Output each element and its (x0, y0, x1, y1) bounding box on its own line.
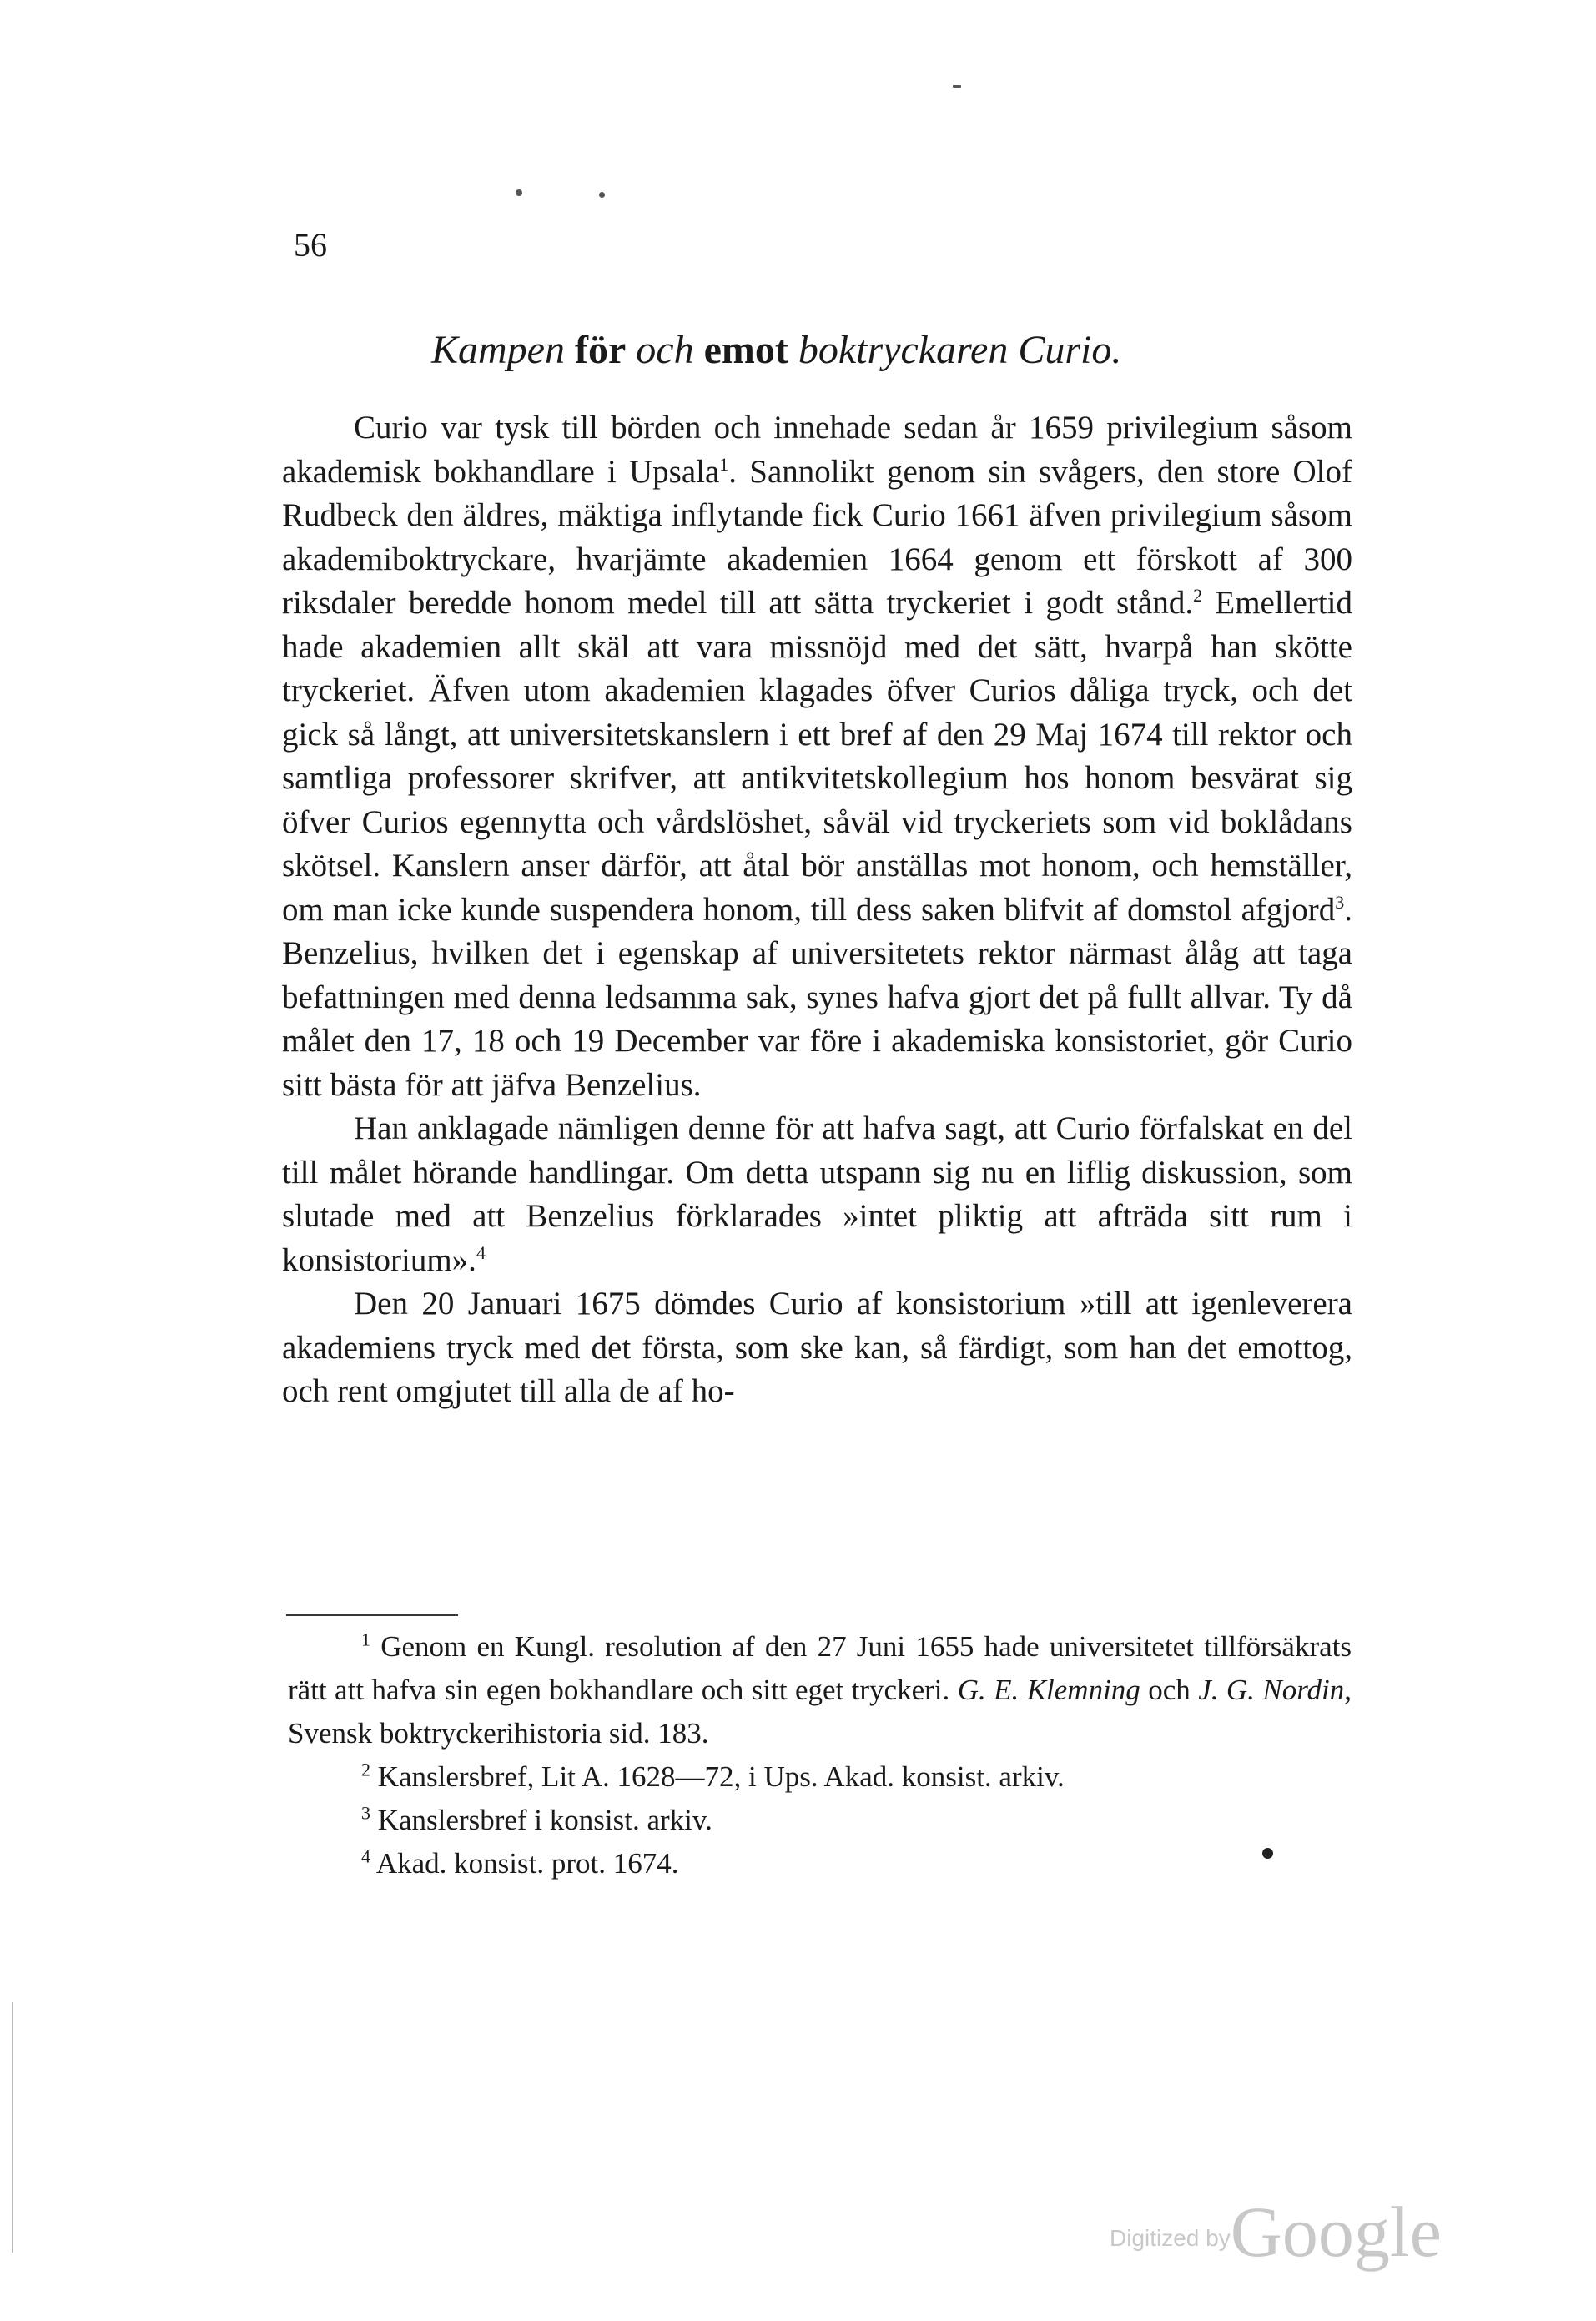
watermark-brand: Google (1230, 2192, 1442, 2272)
author-name: J. G. Nordin (1198, 1674, 1345, 1706)
paragraph-text: . Benzelius, hvilken det i egenskap af universitetets rektor närmast ålåg att taga befattningen med denna ledsamma sak, synes hafva gjort det på fullt allvar. Ty då målet den 17, 18 och 19 December var före i akademiska konsistoriet, gör Curio sitt bästa för att jäfva Benzelius. (282, 891, 1352, 1103)
footnote-text: Akad. konsist. prot. 1674. (370, 1847, 679, 1880)
footnote (288, 1625, 1352, 1755)
title-bold-word: för (574, 328, 627, 372)
paragraph (282, 1282, 1352, 1414)
digitized-watermark (1110, 2190, 1442, 2273)
paragraph (282, 406, 1352, 1107)
paragraph-text: . Sannolikt genom sin svågers, den store Olof Rudbeck den äldres, mäktiga inflytande fick Curio 1661 äfven privilegium såsom akademiboktryckare, hvarjämte akademien 1664 genom ett förskott af 300 riksdaler beredde honom medel till att sätta tryckeriet i godt stånd. (282, 453, 1352, 621)
footnote-number: 4 (361, 1845, 370, 1867)
title-part: och (626, 328, 704, 372)
scan-speck (516, 189, 522, 196)
watermark-prefix: Digitized by (1110, 2225, 1231, 2251)
chapter-title (431, 327, 1121, 373)
scan-speck (1262, 1848, 1273, 1859)
paragraph-text: Emellertid hade akademien allt skäl att vara missnöjd med det sätt, hvarpå han skötte tryckeriet. Äfven utom akademien klagades öfver Curios dåliga tryck, och det gick så långt, att universitetskanslern i ett bref af den 29 Maj 1674 till rektor och samtliga professorer skrifver, att antikvitetskollegium hos honom besvärat sig öfver Curios egennytta och vårdslöshet, såväl vid tryckeriets som vid boklådans skötsel. Kanslern anser därför, att åtal bör anställas mot honom, och hemställer, om man icke kunde suspendera honom, till dess saken blifvit af domstol afgjord (282, 585, 1352, 928)
footnote (288, 1842, 1352, 1885)
paragraph-text: Curio var tysk till börden och innehade sedan år 1659 privilegium såsom akademisk bokhandlare i Upsala (282, 410, 1352, 490)
footnote-text: Kanslersbref, Lit A. 1628—72, i Ups. Akad. konsist. arkiv. (370, 1760, 1065, 1793)
footnote-rule (286, 1614, 458, 1616)
title-bold-word: emot (703, 328, 788, 372)
footnotes (288, 1625, 1352, 1885)
footnote-text: , Svensk boktryckerihistoria sid. 183. (288, 1674, 1352, 1750)
author-name: G. E. Klemning (957, 1674, 1140, 1706)
footnote-number: 1 (361, 1629, 370, 1650)
footnote-ref: 4 (476, 1241, 486, 1263)
footnote-text: Genom en Kungl. resolution af den 27 Juni 1655 hade universitetet tillförsäkrats rätt att hafva sin egen bokhandlare och sitt eget tryckeri. (288, 1630, 1352, 1706)
title-part: Kampen (431, 328, 575, 372)
footnote-ref: 2 (1193, 585, 1203, 606)
footnote (288, 1755, 1352, 1799)
page-number: 56 (294, 226, 327, 264)
body-text (282, 406, 1352, 1414)
paragraph (282, 1107, 1352, 1282)
footnote (288, 1799, 1352, 1842)
scan-edge-line (12, 2002, 13, 2253)
paragraph-text: Han anklagade nämligen denne för att hafva sagt, att Curio förfalskat en del till målet hörande handlingar. Om detta utspann sig nu en liflig diskussion, som slutade med att Benzelius förklarades »intet pliktig att afträda sitt rum i konsistorium». (282, 1110, 1352, 1278)
footnote-text: Kanslersbref i konsist. arkiv. (370, 1804, 712, 1836)
footnote-number: 3 (361, 1802, 370, 1824)
footnote-ref: 1 (719, 453, 729, 475)
footnote-ref: 3 (1335, 891, 1345, 913)
paragraph-text: Den 20 Januari 1675 dömdes Curio af konsistorium »till att igenleverera akademiens tryck med det första, som ske kan, så färdigt, som han det emottog, och rent omgjutet till alla de af ho- (282, 1286, 1352, 1409)
footnote-number: 2 (361, 1759, 370, 1780)
scan-speck (599, 192, 605, 198)
footnote-text: och (1140, 1674, 1199, 1706)
scan-speck (953, 85, 961, 88)
title-part: boktryckaren Curio. (788, 328, 1122, 372)
